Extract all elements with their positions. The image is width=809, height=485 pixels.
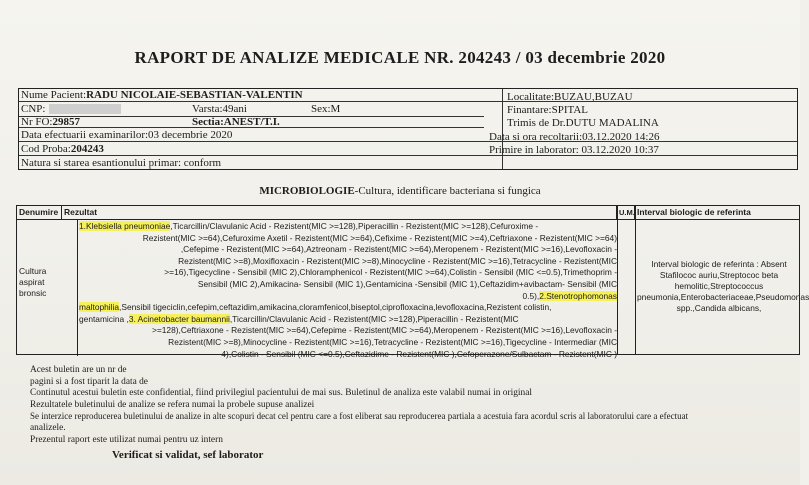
patient-row-4 [19,128,797,142]
cod-proba-field: Cod Proba:204243 [21,143,104,155]
reference-line-5: spp.,Candida albicans, [676,303,762,313]
patient-row-6 [19,156,797,170]
header-rule [17,219,799,220]
age-field: Varsta:49ani [192,103,247,115]
patient-row-5 [19,142,797,156]
sectia-field: Sectia:ANEST/T.I. [192,116,280,128]
organism-1-highlight: 1.Klebsiella pneumoniae [79,221,171,231]
col-header-rezultat: Rezultat [62,206,617,219]
footer-line-6: analizele. [30,422,66,433]
results-table [16,205,809,359]
trimis-field: Trimis de Dr.DUTU MADALINA [507,117,659,129]
result-line-5: >=16),Tigecycline - Sensibil (MIC 2),Chloramphenicol - Rezistent(MIC >=64),Colistin - Sensibil (MIC <=0.5),Trimethoprim - [164,267,617,278]
organism-2-highlight-a: 2.Stenotrophomonas [539,290,617,301]
result-line-4: Rezistent(MIC >=8),Moxifloxacin - Rezistent(MIC >=8),Minocycline - Rezistent(MIC >=16),Tetracycline - Rezistent(MIC [178,255,617,266]
organism-2-highlight-b: maltophilia [79,302,120,313]
result-cell [79,221,617,359]
localitate-field: Localitate:BUZAU,BUZAU [507,91,633,103]
result-line-7: 0.5),2.Stenotrophomonas [522,290,617,301]
finantare-field: Finantare:SPITAL [507,104,588,116]
organism-3-highlight: 3. Acinetobacter baumannii [128,313,230,324]
data-efectuarii-field: Data efectuarii examinarilor:03 decembrie 2020 [21,129,233,141]
signature-line: Verificat si validat, sef laborator [112,449,264,461]
test-name-line-1: Cultura [19,266,47,276]
test-name-line-3: bronsic [19,288,47,298]
test-name-line-2: aspirat [19,277,45,287]
data-recoltarii-field: Data si ora recoltarii:03.12.2020 14:26 [489,131,660,143]
result-line-8: maltophilia,Sensibil tigeciclin,cefepim,ceftazidim,amikacina,cloramfenicol,biseptol,ciprofloxacina,levofloxacina,Rezistent colistin, [79,302,552,313]
primire-field: Primire in laborator: 03.12.2020 10:37 [489,144,659,156]
nr-fo-field: Nr FO:29857 [21,116,80,128]
result-line-12: 4),Colistin - Sensibil (MIC <=0.5),Ceftazidime - Rezistent(MIC ),Cefoperazone/Sulbactam - Rezistent(MIC ) [221,348,617,359]
patient-name-field: Nume Pacient:RADU NICOLAIE-SEBASTIAN-VALENTIN [21,89,303,101]
patient-row-2 [19,102,484,116]
footer-line-7: Prezentul raport este utilizat numai pentru uz intern [30,434,223,445]
result-line-11: Rezistent(MIC >=8),Minocycline - Rezistent(MIC >=16),Tetracycline - Rezistent(MIC >=16),Tigecycline - Intermediar (MIC [168,336,617,347]
section-title: MICROBIOLOGIE-Cultura, identificare bacteriana si fungica [259,185,541,197]
col-header-denumire: Denumire [17,206,62,219]
reference-line-2: Stafilococ auriu,Streptococ beta [659,270,779,280]
col-rule-3 [635,206,636,354]
reference-line-4: pneumonia,Enterobacteriaceae,Pseudomonas [637,292,809,302]
reference-line-3: hemolitic,Streptococcus [674,281,764,291]
natura-field: Natura si starea esantionului primar: conform [21,157,222,169]
footer-line-1: Acest buletin are un nr de [30,365,127,375]
reference-line-1: Interval biologic de referinta : Absent [651,259,787,269]
result-line-3: ,Cefepime - Rezistent(MIC >=64),Aztreonam - Rezistent(MIC >=64),Meropenem - Rezistent(MIC >=16),Levofloxacin - [180,244,617,255]
patient-info-box [18,88,798,170]
col-rule-1 [77,219,78,356]
col-rule-2 [617,206,618,354]
cnp-redaction [49,104,121,114]
report-title: RAPORT DE ANALIZE MEDICALE NR. 204243 / 03 decembrie 2020 [134,48,666,67]
result-line-2: Rezistent(MIC >=64),Cefuroxime Axetil - Rezistent(MIC >=64),Cefixime - Rezistent(MIC >=4),Ceftriaxone - Rezistent(MIC >=64) [142,232,617,243]
result-line-1: 1.Klebsiella pneumoniae,Ticarcillin/Clavulanic Acid - Rezistent(MIC >=128),Piperacillin - Rezistent(MIC >=128),Cefuroxime - [79,221,539,231]
footer-line-3: Continutul acestui buletin este confidential, fiind privilegiul pacientului de mai sus. Buletinul de analiza este valabil numai in original [30,388,532,399]
patient-row-1 [19,89,797,102]
col-header-um: U.M. [619,208,635,217]
patient-row-3 [19,116,484,128]
footer-line-2: pagini si a fost tiparit la data de [30,376,148,387]
cnp-field: CNP: [21,103,121,115]
col-header-interval: Interval biologic de referinta [637,207,751,217]
result-line-9: gentamicina ,3. Acinetobacter baumannii,Ticarcillin/Clavulanic Acid - Rezistent(MIC >=128),Piperacillin - Rezistent(MIC [79,313,519,324]
test-name-cell [19,266,77,299]
sex-field: Sex:M [311,103,341,115]
reference-interval-cell [637,259,809,314]
report-footer [30,365,800,446]
footer-line-4: Rezultatele buletinului de analize se refera numai la probele supuse analizei [30,399,315,410]
result-line-6: Sensibil (MIC 2),Amikacina- Sensibil (MIC 1),Gentamicina -Sensibil (MIC 1),Ceftazidim+avibactam- Sensibil (MIC [197,278,617,289]
result-line-10: >=128),Ceftriaxone - Rezistent(MIC >=64),Cefepime - Rezistent(MIC >=64),Meropenem - Rezistent(MIC >=16),Levofloxacin - [151,325,617,336]
footer-line-5: Se interzice reproducerea buletinului de analize in alte scopuri decat cel pentru care a fost eliberat sau reproducerea partiala a acestuia fara acordul scris al laboratorului care a efectuat [30,411,689,422]
